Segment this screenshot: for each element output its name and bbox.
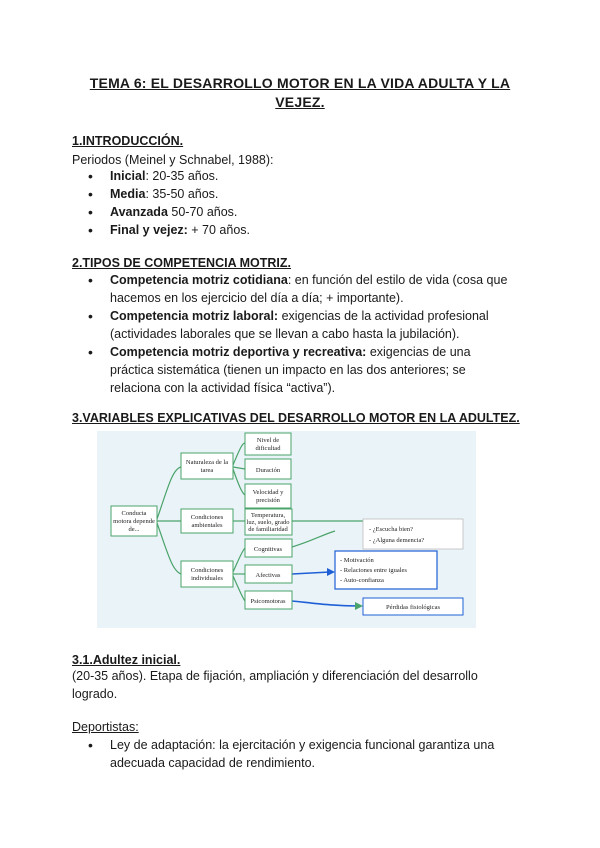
section-1-intro: Periodos (Meinel y Schnabel, 1988):: [72, 153, 274, 167]
paragraph-line: (20-35 años). Etapa de fijación, ampliación y diferenciación del desarrollo: [72, 669, 478, 683]
diagram-node-environment: [181, 509, 233, 533]
list-item: [88, 221, 538, 239]
list-item: [88, 203, 538, 221]
document-title: [70, 74, 530, 112]
node-text: Condiciones: [190, 514, 224, 521]
item-bold: Competencia motriz deportiva y recreativa:: [110, 345, 367, 359]
item-text: adecuada capacidad de rendimiento.: [110, 756, 316, 770]
item-text: : 35-50 años.: [145, 187, 219, 201]
node-text: individuales: [191, 575, 223, 582]
diagram-node-individual: [181, 561, 233, 587]
athletes-list: [88, 736, 538, 772]
item-text: exigencias de la actividad profesional: [278, 309, 489, 323]
item-text: práctica sistemática (tienen un impacto en las dos anteriores; se: [110, 363, 466, 377]
node-text: Condiciones: [190, 567, 224, 574]
node-text: precisión: [256, 497, 280, 504]
node-text: - Motivación: [340, 557, 374, 564]
node-text: - Auto-confianza: [340, 577, 384, 584]
node-text: Temperatura,: [250, 512, 286, 519]
node-text: Naturaleza de la: [185, 459, 229, 466]
item-bold: Final y vejez:: [110, 223, 188, 237]
list-item: [88, 736, 538, 772]
item-bold: Competencia motriz laboral:: [110, 309, 279, 323]
diagram-node-task: [181, 453, 233, 479]
item-text: : en función del estilo de vida (cosa que: [287, 273, 508, 287]
list-item: [88, 167, 538, 185]
item-bold: Competencia motriz cotidiana: [110, 273, 288, 287]
node-text: de...: [128, 526, 140, 533]
node-text: Conducta: [121, 510, 147, 517]
node-text: ambientales: [191, 522, 223, 529]
diagram-note-cognitive: [363, 519, 463, 549]
item-text: + 70 años.: [187, 223, 251, 237]
section-2-heading: 2.TIPOS DE COMPETENCIA MOTRIZ.: [72, 256, 291, 270]
item-text: exigencias de una: [366, 345, 471, 359]
node-text: Psicomotoras: [250, 598, 286, 605]
section-1-heading: 1.INTRODUCCIÓN.: [72, 134, 184, 148]
section-31-paragraph: [72, 667, 532, 703]
athletes-subheading: Deportistas:: [72, 720, 139, 734]
item-bold: Avanzada: [110, 205, 168, 219]
section-31-heading: 3.1.Adultez inicial.: [72, 653, 181, 667]
item-bold: Inicial: [110, 169, 146, 183]
node-text: Pérdidas fisiológicas: [386, 604, 440, 611]
node-text: de familiaridad: [248, 526, 288, 533]
competence-list: [88, 271, 538, 397]
item-text: hacemos en los ejercicio del día a día; + importante).: [110, 291, 404, 305]
diagram-svg: [97, 431, 476, 628]
node-text: Velocidad y: [252, 489, 284, 496]
node-text: luz, suelo, grado: [246, 519, 290, 526]
node-text: dificultad: [255, 445, 281, 452]
list-item: [88, 185, 538, 203]
item-text: : 20-35 años.: [145, 169, 219, 183]
node-text: tarea: [200, 467, 214, 474]
item-bold: Media: [110, 187, 146, 201]
node-text: Afectivas: [255, 572, 281, 579]
title-line-1: TEMA 6: EL DESARROLLO MOTOR EN LA VIDA ADULTA Y LA: [89, 75, 511, 91]
variables-diagram: [97, 431, 476, 628]
item-text: (actividades laborales que se llevan a cabo hasta la jubilación).: [110, 327, 460, 341]
paragraph-line: logrado.: [72, 687, 118, 701]
node-text: - ¿Escucha bien?: [369, 526, 414, 533]
node-text: Nivel de: [256, 437, 280, 444]
node-text: - ¿Alguna demencia?: [369, 537, 425, 544]
title-line-2: VEJEZ.: [275, 94, 325, 110]
list-item: [88, 271, 538, 307]
node-text: motora depende: [113, 518, 155, 525]
node-text: Duración: [255, 467, 281, 474]
item-text: relaciona con la actividad física “activa”).: [110, 381, 336, 395]
arrow-head: [355, 602, 363, 610]
node-text: Cognitivas: [253, 546, 283, 553]
node-text: - Relaciones entre iguales: [340, 567, 407, 574]
item-text: 50-70 años.: [167, 205, 238, 219]
diagram-node-speed: [245, 484, 291, 508]
list-item: [88, 343, 538, 397]
list-item: [88, 307, 538, 343]
section-3-heading: 3.VARIABLES EXPLICATIVAS DEL DESARROLLO MOTOR EN LA ADULTEZ.: [72, 411, 520, 425]
arrow-head: [327, 568, 335, 576]
item-text: Ley de adaptación: la ejercitación y exigencia funcional garantiza una: [110, 738, 495, 752]
periods-list: [88, 167, 538, 239]
